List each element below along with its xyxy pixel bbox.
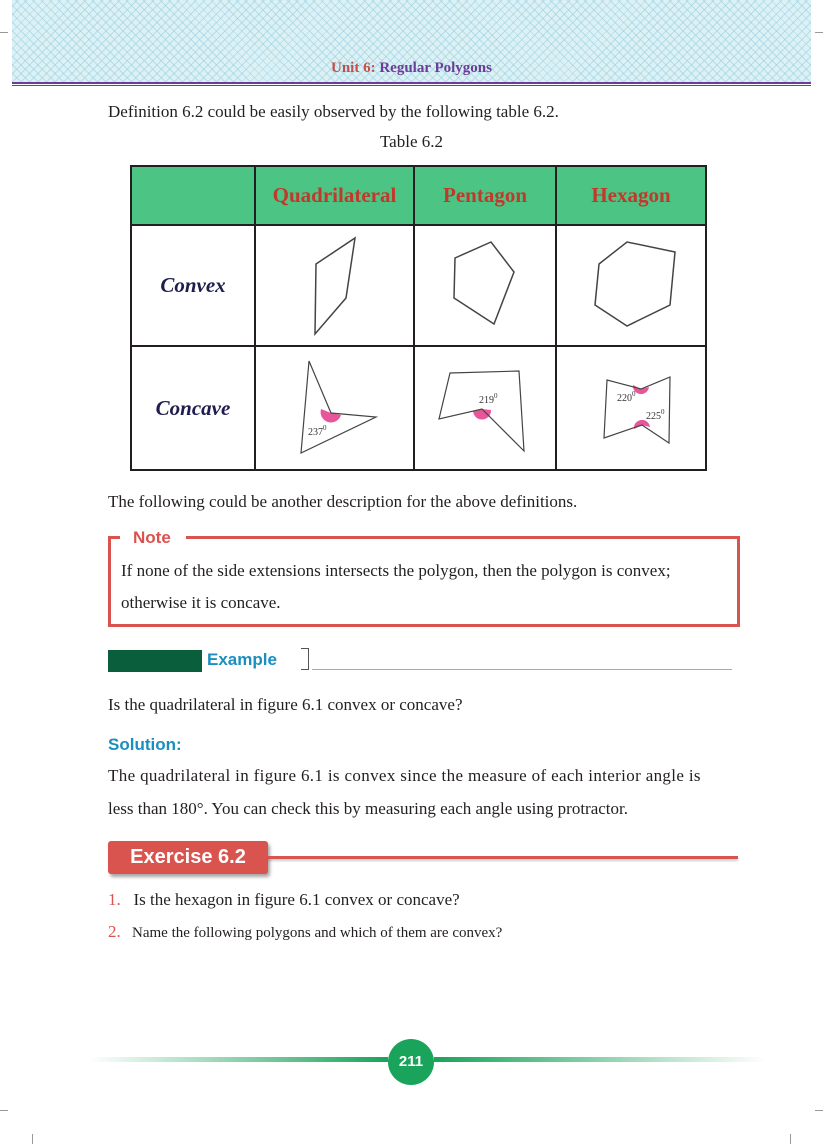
exercise-item-2	[108, 919, 502, 946]
row-label-convex: Convex	[131, 225, 255, 346]
intro-paragraph: Definition 6.2 could be easily observed by the following table 6.2.	[108, 102, 559, 121]
exercise-item-1	[108, 887, 460, 913]
convex-hexagon-figure	[557, 226, 705, 345]
crop-mark	[0, 32, 8, 33]
example-question: Is the quadrilateral in figure 6.1 convex or concave?	[108, 695, 463, 714]
crop-mark	[0, 1110, 8, 1111]
exercise-item-text: Name the following polygons and which of them are convex?	[132, 925, 503, 941]
note-line-1: If none of the side extensions intersects the polygon, then the polygon is convex;	[121, 561, 671, 580]
exercise-rule	[268, 856, 738, 859]
concave-quadrilateral-cell	[255, 346, 414, 470]
solution-line-1: The quadrilateral in figure 6.1 is convex since the measure of each interior angle is	[108, 766, 701, 785]
solution-label: Solution:	[108, 735, 182, 754]
footer-rule-left	[88, 1057, 388, 1062]
example-bar	[108, 650, 202, 672]
angle-label-220	[617, 390, 636, 404]
after-table-paragraph: The following could be another description for the above definitions.	[108, 492, 578, 511]
example-label: Example	[207, 650, 277, 669]
note-label: Note	[133, 528, 171, 547]
concave-pentagon-cell	[414, 346, 556, 470]
exercise-item-number: 1.	[108, 890, 121, 909]
polygon-table	[130, 165, 707, 471]
crop-mark	[815, 32, 823, 33]
exercise-item-number: 2.	[108, 922, 121, 941]
concave-hexagon-cell	[556, 346, 706, 470]
angle-label-219	[479, 392, 498, 406]
convex-quadrilateral-figure	[256, 226, 413, 345]
concave-quadrilateral-figure	[256, 347, 413, 469]
note-border	[186, 536, 737, 539]
unit-label: Unit 6	[331, 60, 371, 76]
column-header-quadrilateral: Quadrilateral	[255, 166, 414, 225]
angle-value: 237	[308, 427, 323, 438]
example-bracket	[301, 648, 309, 670]
degree-mark: 0	[632, 390, 636, 398]
concave-hexagon-figure	[557, 347, 705, 469]
exercise-label: Exercise 6.2	[130, 846, 246, 868]
header-rule	[12, 85, 811, 86]
table-caption: Table 6.2	[379, 132, 443, 151]
crop-mark	[32, 1134, 33, 1144]
column-header-hexagon: Hexagon	[556, 166, 706, 225]
page-header-title	[0, 60, 823, 77]
concave-pentagon-figure	[415, 347, 555, 469]
crop-mark	[790, 1134, 791, 1144]
table-header-empty	[131, 166, 255, 225]
solution-line-2: less than 180°. You can check this by measuring each angle using protractor.	[108, 799, 628, 818]
header-separator: :	[370, 60, 376, 76]
page-number: 211	[388, 1039, 434, 1085]
crop-mark	[815, 1110, 823, 1111]
angle-value: 225	[646, 411, 661, 422]
note-line-2: otherwise it is concave.	[121, 593, 281, 612]
convex-pentagon-cell	[414, 225, 556, 346]
convex-quadrilateral-cell	[255, 225, 414, 346]
header-rule	[12, 82, 811, 84]
degree-mark: 0	[494, 392, 498, 400]
angle-label-225	[646, 408, 665, 422]
angle-value: 219	[479, 395, 494, 406]
convex-hexagon-cell	[556, 225, 706, 346]
angle-value: 220	[617, 393, 632, 404]
footer-rule-right	[434, 1057, 766, 1062]
degree-mark: 0	[323, 424, 327, 432]
unit-title: Regular Polygons	[379, 60, 492, 76]
exercise-item-text: Is the hexagon in figure 6.1 convex or concave?	[133, 890, 460, 909]
degree-mark: 0	[661, 408, 665, 416]
note-border	[108, 536, 120, 539]
column-header-pentagon: Pentagon	[414, 166, 556, 225]
example-rule	[312, 669, 732, 670]
angle-label-237	[308, 424, 327, 438]
row-label-concave: Concave	[131, 346, 255, 470]
convex-pentagon-figure	[415, 226, 555, 345]
